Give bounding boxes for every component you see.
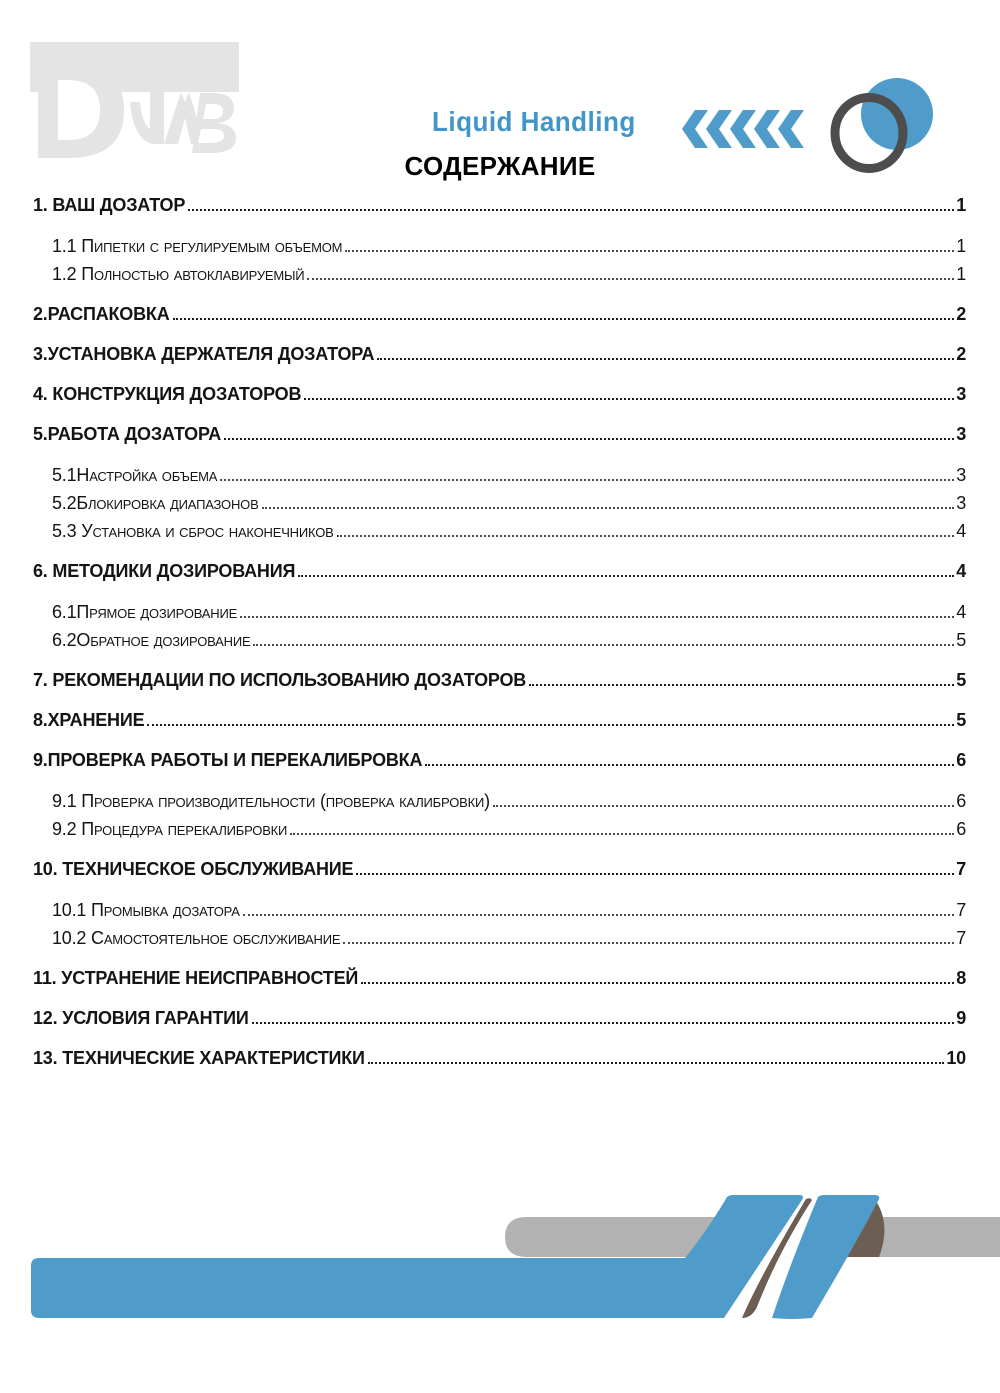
toc-entry-label: 11. УСТРАНЕНИЕ НЕИСПРАВНОСТЕЙ (33, 968, 359, 988)
dot-leader (377, 346, 954, 360)
toc-row (33, 626, 966, 654)
chevrons-left-icon (682, 110, 807, 148)
toc-row (33, 924, 966, 952)
dot-leader (253, 632, 954, 646)
dot-leader (224, 426, 954, 440)
toc-entry-label: 5.1Настройка объема (52, 465, 218, 485)
dot-leader (368, 1050, 945, 1064)
footer-ribbon-decoration (0, 1150, 1000, 1393)
toc-page-number: 5 (956, 630, 966, 650)
toc-row (33, 964, 966, 992)
toc-entry-label: 2.РАСПАКОВКА (33, 304, 170, 324)
dot-leader (262, 495, 955, 509)
toc-row (33, 260, 966, 288)
toc-entry-label: 3.УСТАНОВКА ДЕРЖАТЕЛЯ ДОЗАТОРА (33, 344, 375, 364)
toc-row (33, 489, 966, 517)
toc-entry-label: 5.2Блокировка диапазонов (52, 493, 259, 513)
toc-page-number: 2 (956, 344, 966, 364)
toc-page-number: 3 (956, 493, 966, 513)
toc-row (33, 896, 966, 924)
toc-page-number: 5 (956, 710, 966, 730)
toc-entry-label: 9.ПРОВЕРКА РАБОТЫ И ПЕРЕКАЛИБРОВКА (33, 750, 423, 770)
toc-row (33, 420, 966, 448)
toc-entry-label: 5.3 Установка и сброс наконечников (52, 521, 334, 541)
toc-page-number: 3 (956, 465, 966, 485)
dot-leader (361, 970, 954, 984)
toc-row (33, 517, 966, 545)
toc-row (33, 340, 966, 368)
toc-row (33, 706, 966, 734)
table-of-contents (33, 191, 966, 1072)
toc-row (33, 598, 966, 626)
brand-title: Liquid Handling (432, 106, 636, 137)
toc-row (33, 746, 966, 774)
toc-page-number: 3 (956, 384, 966, 404)
toc-entry-label: 12. УСЛОВИЯ ГАРАНТИИ (33, 1008, 249, 1028)
page-title: СОДЕРЖАНИЕ (404, 151, 596, 181)
toc-page-number: 4 (956, 602, 966, 622)
toc-row (33, 232, 966, 260)
toc-entry-label: 1.2 Полностью автоклавируемый (52, 264, 305, 284)
toc-entry-label: 8.ХРАНЕНИЕ (33, 710, 145, 730)
toc-row (33, 1004, 966, 1032)
dot-leader (356, 861, 954, 875)
toc-entry-label: 10.1 Промывка дозатора (52, 900, 240, 920)
dot-leader (220, 467, 954, 481)
toc-entry-label: 10.2 Самостоятельное обслуживание (52, 928, 341, 948)
toc-page-number: 5 (956, 670, 966, 690)
toc-page-number: 7 (956, 900, 966, 920)
toc-row (33, 300, 966, 328)
dlab-logo-icon (30, 42, 240, 162)
dot-leader (337, 523, 955, 537)
toc-page-number: 9 (956, 1008, 966, 1028)
toc-page-number: 6 (956, 819, 966, 839)
dot-leader (307, 266, 954, 280)
dot-leader (252, 1010, 955, 1024)
dot-leader (493, 793, 954, 807)
dot-leader (240, 604, 954, 618)
toc-entry-label: 13. ТЕХНИЧЕСКИЕ ХАРАКТЕРИСТИКИ (33, 1048, 365, 1068)
dot-leader (290, 821, 954, 835)
dot-leader (298, 563, 954, 577)
toc-row (33, 380, 966, 408)
dot-leader (147, 712, 954, 726)
toc-page-number: 2 (956, 304, 966, 324)
toc-entry-label: 5.РАБОТА ДОЗАТОРА (33, 424, 222, 444)
toc-page-number: 1 (956, 236, 966, 256)
dot-leader (304, 386, 954, 400)
dot-leader (188, 197, 954, 211)
dot-leader (425, 752, 954, 766)
dot-leader (343, 930, 954, 944)
toc-row (33, 1044, 966, 1072)
toc-row (33, 787, 966, 815)
dot-leader (345, 238, 954, 252)
toc-entry-label: 9.1 Проверка производительности (проверка калибровки) (52, 791, 490, 811)
toc-row (33, 191, 966, 219)
toc-entry-label: 1.1 Пипетки с регулируемым объемом (52, 236, 343, 256)
toc-page-number: 1 (956, 195, 966, 215)
toc-page-number: 6 (956, 791, 966, 811)
toc-page-number: 4 (956, 521, 966, 541)
toc-row (33, 855, 966, 883)
toc-row (33, 557, 966, 585)
toc-row (33, 461, 966, 489)
dot-leader (173, 306, 955, 320)
dot-leader (243, 902, 955, 916)
toc-page-number: 3 (956, 424, 966, 444)
toc-entry-label: 6. МЕТОДИКИ ДОЗИРОВАНИЯ (33, 561, 296, 581)
toc-entry-label: 9.2 Процедура перекалибровки (52, 819, 288, 839)
toc-page-number: 4 (956, 561, 966, 581)
toc-entry-label: 4. КОНСТРУКЦИЯ ДОЗАТОРОВ (33, 384, 302, 404)
toc-page-number: 7 (956, 928, 966, 948)
toc-entry-label: 6.1Прямое дозирование (52, 602, 238, 622)
dot-leader (529, 672, 954, 686)
toc-entry-label: 1. ВАШ ДОЗАТОР (33, 195, 186, 215)
toc-page-number: 8 (956, 968, 966, 988)
toc-page-number: 7 (956, 859, 966, 879)
toc-page-number: 1 (956, 264, 966, 284)
toc-entry-label: 10. ТЕХНИЧЕСКОЕ ОБСЛУЖИВАНИЕ (33, 859, 354, 879)
toc-page-number: 6 (956, 750, 966, 770)
toc-entry-label: 6.2Обратное дозирование (52, 630, 251, 650)
toc-page-number: 10 (946, 1048, 966, 1068)
toc-row (33, 815, 966, 843)
toc-entry-label: 7. РЕКОМЕНДАЦИИ ПО ИСПОЛЬЗОВАНИЮ ДОЗАТОРОВ (33, 670, 527, 690)
toc-row (33, 666, 966, 694)
